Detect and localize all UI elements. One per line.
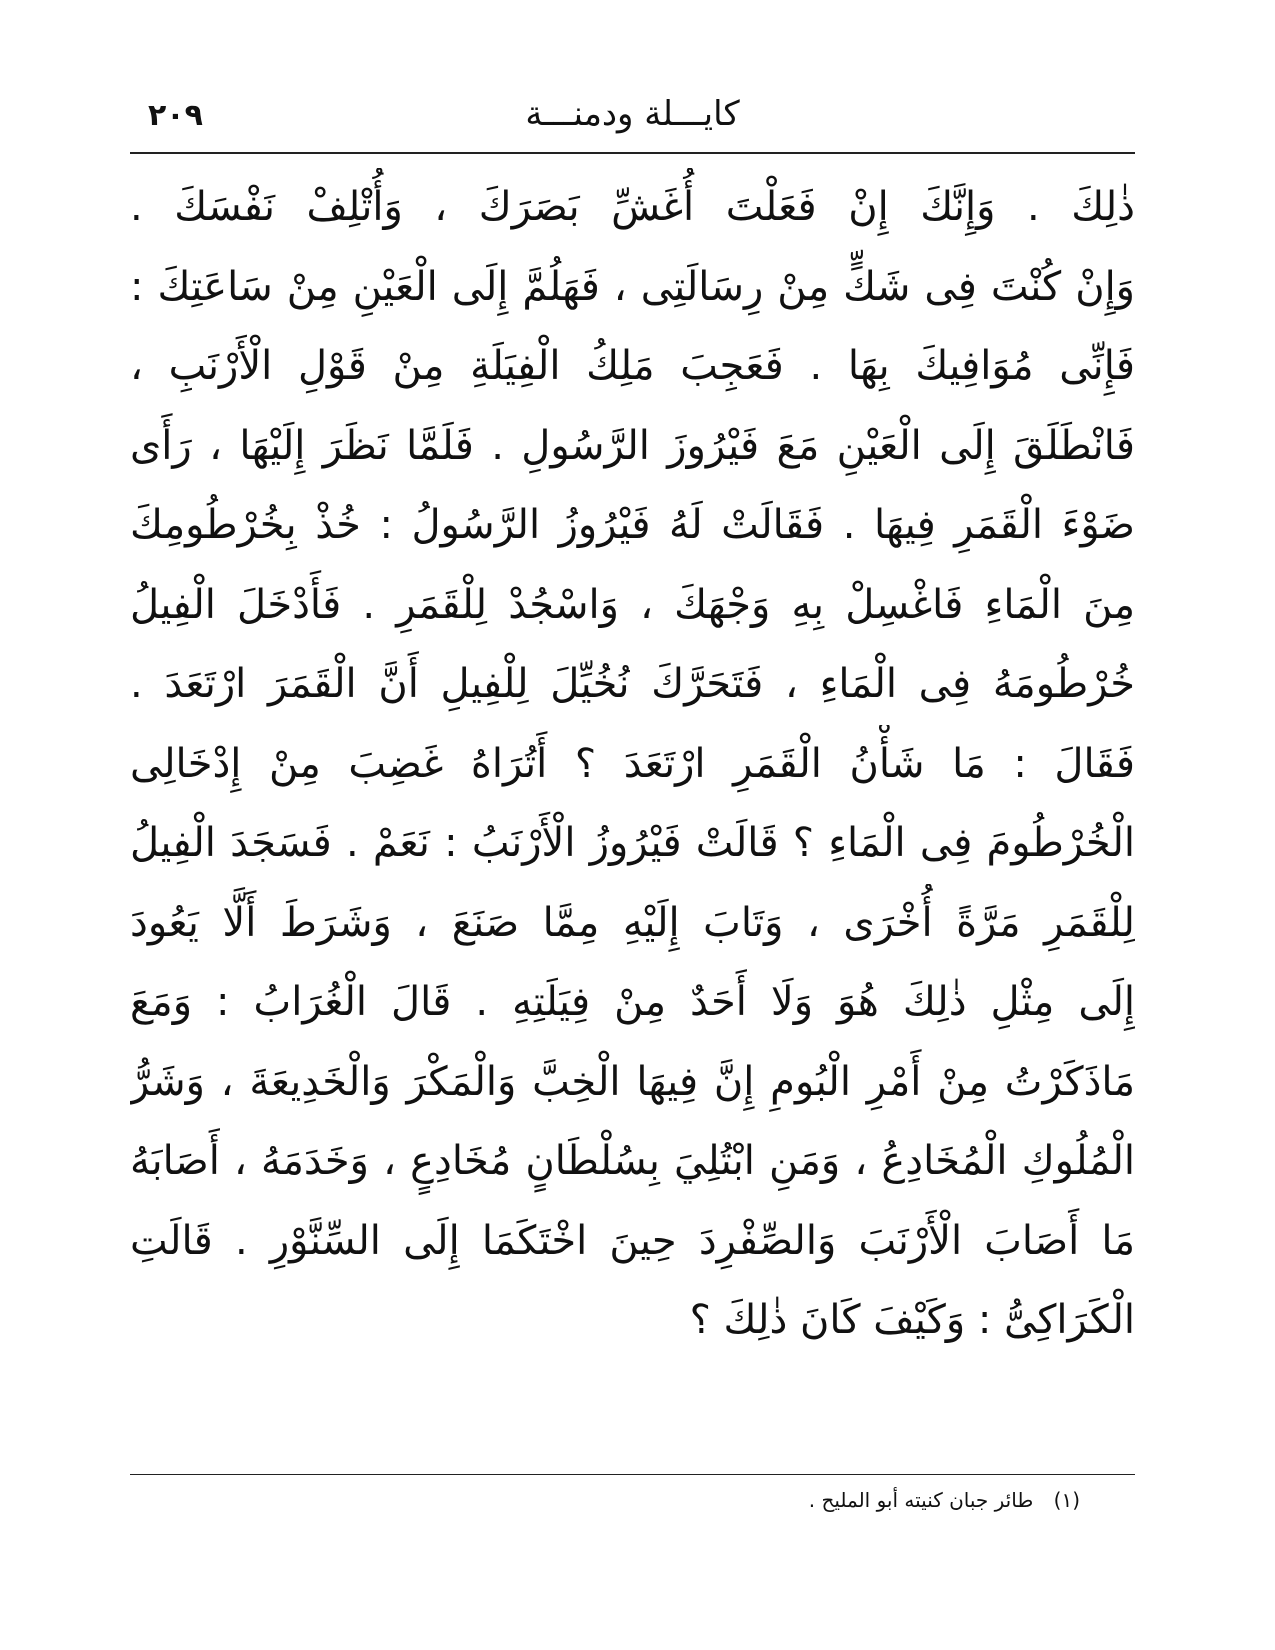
body-text [130,168,1135,1361]
text-line: الْخُرْطُومَ فِى الْمَاءِ ؟ قَالَتْ فَيْرُوزُ الْأَرْنَبُ : نَعَمْ . فَسَجَدَ الْفِيلُ [130,820,1135,866]
text-line: الْكَرَاكِىُّ : وَكَيْفَ كَانَ ذٰلِكَ ؟ [689,1297,1135,1343]
text-line: مَا أَصَابَ الْأَرْنَبَ وَالصِّفْرِدَ حِينَ اخْتَكَمَا إِلَى السِّنَّوْرِ . قَالَتِ [130,1217,1135,1264]
header-rule [130,152,1135,154]
page-header [130,88,1135,148]
page-number: ٢٠٩ [148,98,203,133]
text-line: مِنَ الْمَاءِ فَاغْسِلْ بِهِ وَجْهَكَ ، وَاسْجُدْ لِلْقَمَرِ . فَأَدْخَلَ الْفِيلُ [130,581,1135,628]
text-line: فَقَالَ : مَا شَأْنُ الْقَمَرِ ارْتَعَدَ ؟ أَتُرَاهُ غَضِبَ مِنْ إِدْخَالِى [130,740,1135,787]
text-line: مَاذَكَرْتُ مِنْ أَمْرِ الْبُومِ إِنَّ فِيهَا الْخِبَّ وَالْمَكْرَ وَالْخَدِيعَةَ ، وَشَرُّ [130,1058,1135,1105]
text-line: وَإِنْ كُنْتَ فِى شَكٍّ مِنْ رِسَالَتِى ، فَهَلُمَّ إِلَى الْعَيْنِ مِنْ سَاعَتِكَ : [130,263,1135,310]
text-line: فَانْطَلَقَ إِلَى الْعَيْنِ مَعَ فَيْرُوزَ الرَّسُولِ . فَلَمَّا نَظَرَ إِلَيْهَا ، رَأَى [130,422,1135,469]
text-line: الْمُلُوكِ الْمُخَادِعُ ، وَمَنِ ابْتُلِيَ بِسُلْطَانٍ مُخَادِعٍ ، وَخَدَمَهُ ، أَصَابَهُ [130,1138,1135,1184]
footnote-text: طائر جبان كنيته أبو المليح . [808,1488,1034,1512]
footnote [809,1488,1080,1512]
text-line: فَإِنِّى مُوَافِيكَ بِهَا . فَعَجِبَ مَلِكُ الْفِيَلَةِ مِنْ قَوْلِ الْأَرْنَبِ ، [130,343,1135,389]
footnote-mark: (١) [1053,1488,1080,1512]
text-line: ذٰلِكَ . وَإِنَّكَ إِنْ فَعَلْتَ أُغَشِّ بَصَرَكَ ، وَأُتْلِفْ نَفْسَكَ . [130,184,1135,230]
text-line: ضَوْءَ الْقَمَرِ فِيهَا . فَقَالَتْ لَهُ فَيْرُوزُ الرَّسُولُ : خُذْ بِخُرْطُومِكَ [130,502,1135,548]
text-line: لِلْقَمَرِ مَرَّةً أُخْرَى ، وَتَابَ إِلَيْهِ مِمَّا صَنَعَ ، وَشَرَطَ أَلَّا يَعُودَ [130,899,1135,946]
text-line: إِلَى مِثْلِ ذٰلِكَ هُوَ وَلَا أَحَدٌ مِنْ فِيَلَتِهِ . قَالَ الْغُرَابُ : وَمَعَ [130,979,1135,1025]
running-title: كايـــلة ودمنـــة [525,94,740,134]
text-line: خُرْطُومَهُ فِى الْمَاءِ ، فَتَحَرَّكَ نُخُيِّلَ لِلْفِيلِ أَنَّ الْقَمَرَ ارْتَعَدَ . [130,661,1135,707]
footnote-rule [130,1474,1135,1475]
